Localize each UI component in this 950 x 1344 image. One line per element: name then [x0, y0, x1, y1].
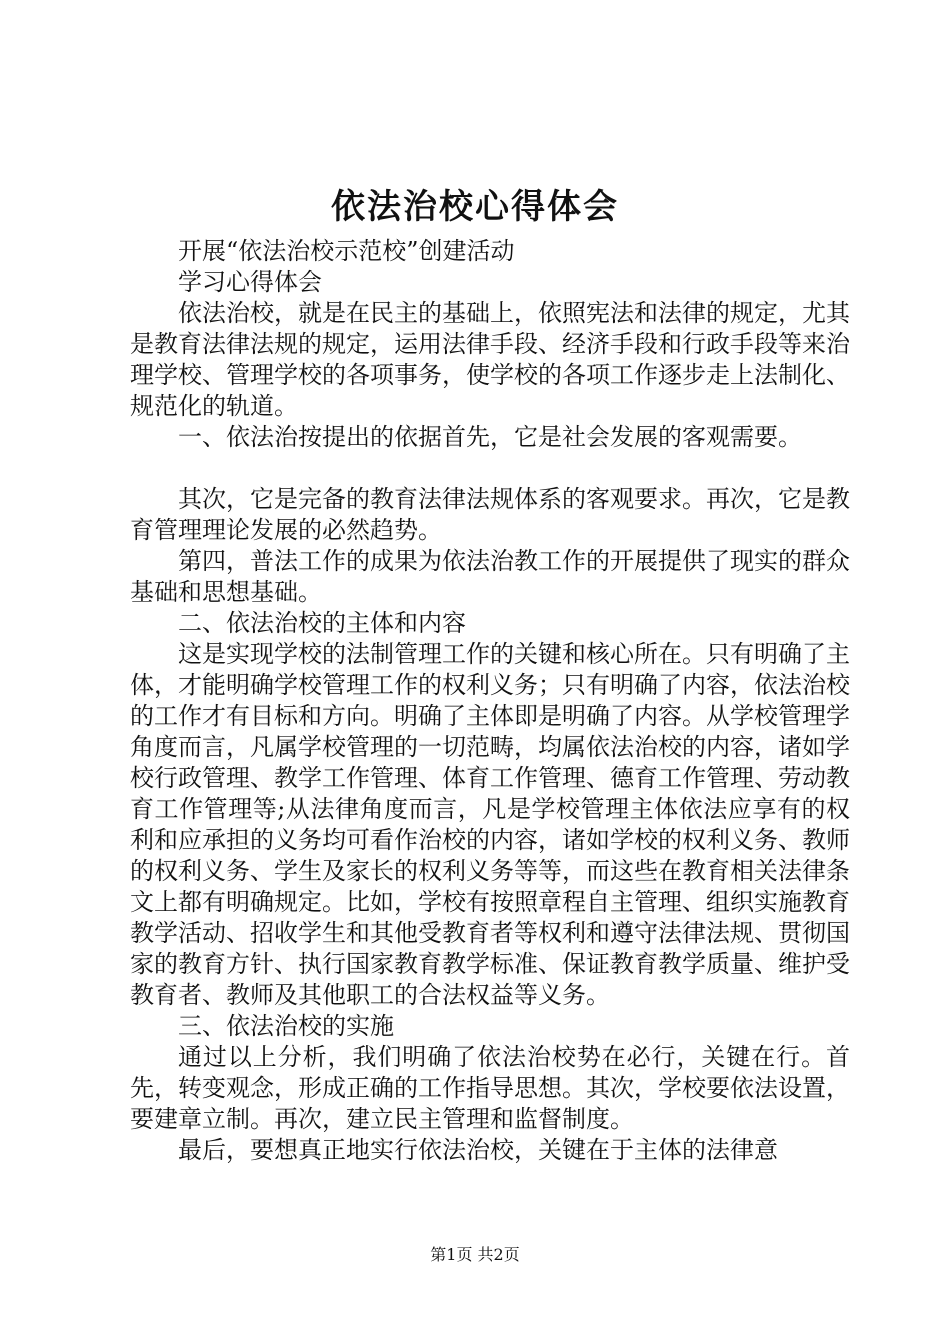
paragraph-final: 最后，要想真正地实行依法治校，关键在于主体的法律意 — [178, 1136, 778, 1164]
document-body — [130, 236, 850, 1166]
paragraph-subtitle-1: 开展“依法治校示范校”创建活动 — [178, 237, 515, 265]
paragraph-section-2-heading: 二、依法治校的主体和内容 — [178, 609, 466, 637]
paragraph-second-reason: 其次，它是完备的教育法律法规体系的客观要求。再次，它是教育管理理论发展的必然趋势。 — [130, 485, 850, 544]
document-title: 依法治校心得体会 — [331, 187, 619, 227]
paragraph-section-1-heading: 一、依法治按提出的依据首先，它是社会发展的客观需要。 — [178, 423, 802, 451]
page-footer: 第1页 共2页 — [430, 1245, 520, 1264]
paragraph-implementation: 通过以上分析，我们明确了依法治校势在必行，关键在行。首先，转变观念，形成正确的工作指导思想。其次，学校要依法设置，要建章立制。再次，建立民主管理和监督制度。 — [130, 1043, 850, 1133]
paragraph-subject-content: 这是实现学校的法制管理工作的关键和核心所在。只有明确了主体，才能明确学校管理工作的权利义务；只有明确了内容，依法治校的工作才有目标和方向。明确了主体即是明确了内容。从学校管理学角度而言，凡属学校管理的一切范畴，均属依法治校的内容，诸如学校行政管理、教学工作管理、体育工作管理、德育工作管理、劳动教育工作管理等;从法律角度而言，凡是学校管理主体依法应享有的权利和应承担的义务均可看作治校的内容，诸如学校的权利义务、教师的权利义务、学生及家长的权利义务等等，而这些在教育相关法律条文上都有明确规定。比如，学校有按照章程自主管理、组织实施教育教学活动、招收学生和其他受教育者等权利和遵守法律法规、贯彻国家的教育方针、执行国家教育教学标准、保证教育教学质量、维护受教育者、教师及其他职工的合法权益等义务。 — [130, 640, 850, 1009]
paragraph-subtitle-2: 学习心得体会 — [178, 268, 322, 296]
paragraph-section-3-heading: 三、依法治校的实施 — [178, 1012, 394, 1040]
paragraph-definition: 依法治校，就是在民主的基础上，依照宪法和法律的规定，尤其是教育法律法规的规定，运用法律手段、经济手段和行政手段等来治理学校、管理学校的各项事务，使学校的各项工作逐步走上法制化、规范化的轨道。 — [130, 299, 850, 420]
paragraph-fourth-reason: 第四，普法工作的成果为依法治教工作的开展提供了现实的群众基础和思想基础。 — [130, 547, 850, 606]
paragraph-spacer — [130, 453, 850, 484]
